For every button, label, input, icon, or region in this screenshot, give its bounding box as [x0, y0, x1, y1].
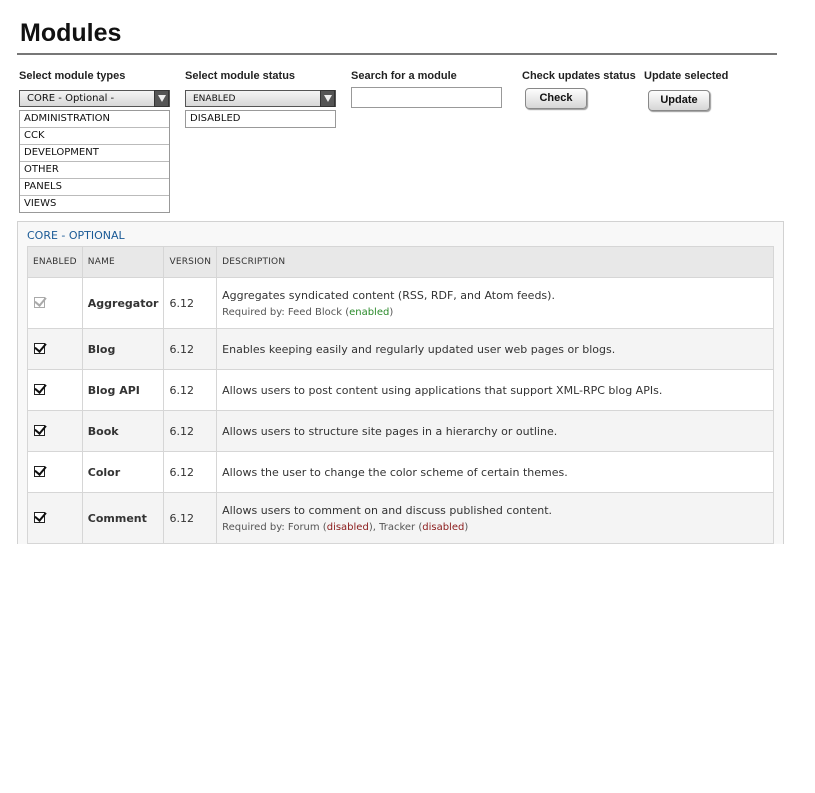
check-updates-label: Check updates status — [522, 70, 636, 82]
update-button[interactable]: Update — [648, 90, 710, 111]
module-description: Enables keeping easily and regularly updated user web pages or blogs. — [217, 329, 774, 370]
module-description: Allows users to post content using applications that support XML-RPC blog APIs. — [217, 370, 774, 411]
page-title: Modules — [20, 19, 122, 47]
table-row — [28, 493, 774, 544]
module-type-option[interactable]: PANELS — [20, 179, 169, 196]
enabled-cell[interactable] — [28, 329, 83, 370]
module-types-dropdown — [19, 110, 170, 213]
checkbox-checked-icon[interactable] — [34, 425, 45, 436]
module-version: 6.12 — [164, 411, 217, 452]
checkbox-checked-icon — [34, 297, 45, 308]
required-by-suffix: ) — [464, 521, 469, 533]
module-type-option[interactable]: OTHER — [20, 162, 169, 179]
search-label: Search for a module — [351, 70, 457, 82]
column-header-enabled: ENABLED — [28, 247, 83, 278]
table-row — [28, 278, 774, 329]
checkbox-checked-icon[interactable] — [34, 466, 45, 477]
required-by-prefix: Required by: Forum ( — [222, 521, 327, 533]
module-type-option[interactable]: CCK — [20, 128, 169, 145]
triangle-down-icon[interactable] — [320, 90, 335, 107]
enabled-cell — [28, 278, 83, 329]
module-name: Book — [82, 411, 164, 452]
required-by-separator: ), Tracker ( — [368, 521, 423, 533]
triangle-down-icon[interactable] — [154, 90, 169, 107]
module-type-option[interactable]: VIEWS — [24, 198, 57, 209]
table-row — [28, 411, 774, 452]
column-header-version: VERSION — [164, 247, 217, 278]
module-description: Allows users to structure site pages in a hierarchy or outline. — [217, 411, 774, 452]
checkbox-checked-icon[interactable] — [34, 343, 45, 354]
module-types-selected-value: CORE - Optional - — [27, 93, 115, 104]
module-description: Allows the user to change the color scheme of certain themes. — [217, 452, 774, 493]
module-type-option[interactable]: DEVELOPMENT — [20, 145, 169, 162]
module-version: 6.12 — [164, 370, 217, 411]
checkbox-checked-icon[interactable] — [34, 512, 45, 523]
module-version: 6.12 — [164, 278, 217, 329]
column-header-description: DESCRIPTION — [217, 247, 774, 278]
module-search-input[interactable] — [351, 87, 502, 108]
module-status-label: Select module status — [185, 70, 296, 82]
module-status-dropdown — [185, 110, 336, 128]
module-type-option[interactable]: ADMINISTRATION — [20, 111, 169, 128]
modules-table — [27, 246, 774, 544]
module-types-label: Select module types — [19, 70, 126, 82]
check-button[interactable]: Check — [525, 88, 587, 109]
dependency-status: disabled — [326, 521, 369, 533]
module-name: Blog API — [82, 370, 164, 411]
module-status-select[interactable] — [185, 90, 336, 107]
module-description: Allows users to comment on and discuss published content. — [222, 503, 553, 517]
enabled-cell[interactable] — [28, 370, 83, 411]
table-header-row — [28, 247, 774, 278]
description-cell — [217, 493, 774, 544]
table-row — [28, 452, 774, 493]
required-by-prefix: Required by: Feed Block ( — [222, 306, 350, 318]
required-by-note — [222, 307, 768, 318]
section-legend: CORE - OPTIONAL — [27, 229, 125, 242]
table-row — [28, 370, 774, 411]
module-name: Blog — [82, 329, 164, 370]
module-version: 6.12 — [164, 452, 217, 493]
module-version: 6.12 — [164, 329, 217, 370]
module-status-option[interactable]: DISABLED — [190, 113, 241, 124]
description-cell — [217, 278, 774, 329]
title-divider — [17, 53, 777, 55]
module-status-selected-value: ENABLED — [193, 94, 236, 104]
module-name: Aggregator — [82, 278, 164, 329]
table-row — [28, 329, 774, 370]
dependency-status: enabled — [349, 306, 390, 318]
dependency-status: disabled — [422, 521, 465, 533]
column-header-name: NAME — [82, 247, 164, 278]
update-selected-label: Update selected — [644, 70, 729, 82]
checkbox-checked-icon[interactable] — [34, 384, 45, 395]
module-version: 6.12 — [164, 493, 217, 544]
module-types-select[interactable] — [19, 90, 170, 107]
required-by-suffix: ) — [389, 306, 394, 318]
enabled-cell[interactable] — [28, 411, 83, 452]
enabled-cell[interactable] — [28, 493, 83, 544]
module-name: Comment — [82, 493, 164, 544]
module-description: Aggregates syndicated content (RSS, RDF, and Atom feeds). — [222, 288, 555, 302]
module-name: Color — [82, 452, 164, 493]
enabled-cell[interactable] — [28, 452, 83, 493]
required-by-note — [222, 522, 768, 533]
